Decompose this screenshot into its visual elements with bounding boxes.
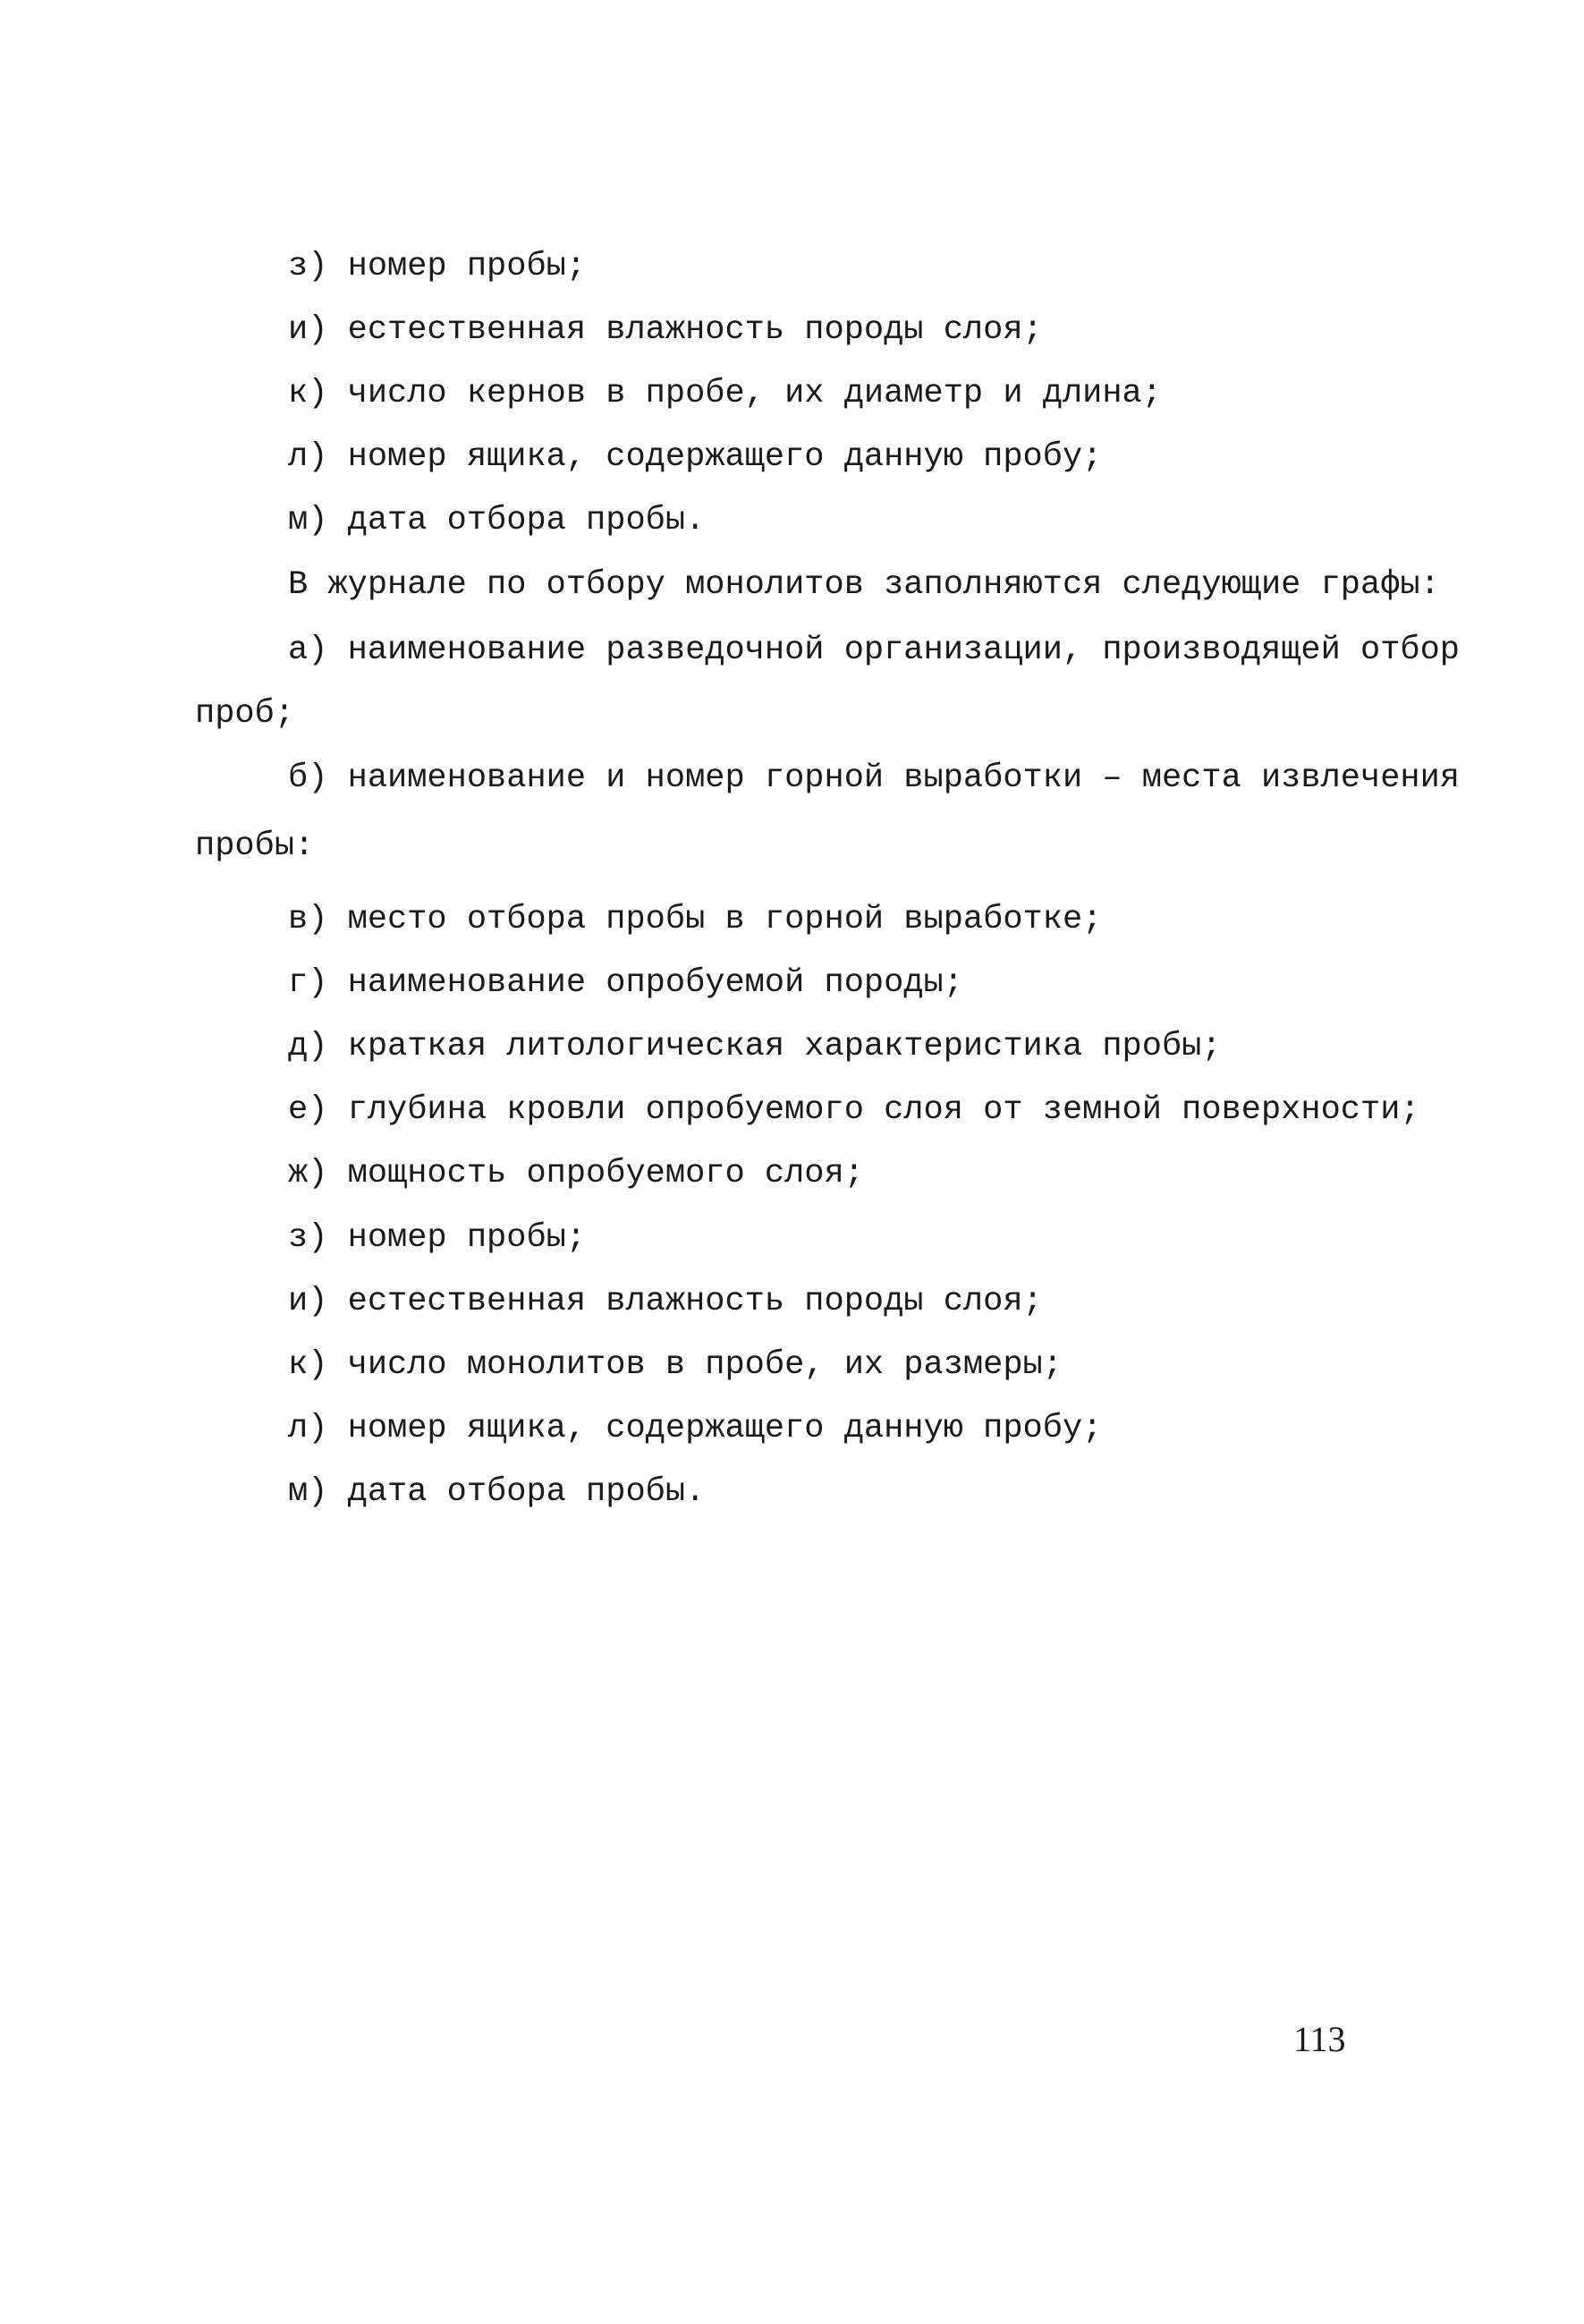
monolith-item-e: е) глубина кровли опробуемого слоя от земной поверхности;	[288, 1091, 1420, 1129]
core-item-i: и) естественная влажность породы слоя;	[288, 311, 1043, 349]
monolith-item-z: з) номер пробы;	[288, 1219, 587, 1257]
core-item-k: к) число кернов в пробе, их диаметр и длина;	[288, 375, 1162, 412]
monolith-item-g: г) наименование опробуемой породы;	[288, 964, 963, 1002]
core-item-l: л) номер ящика, содержащего данную пробу;	[288, 438, 1103, 476]
page-number: 113	[1293, 2019, 1346, 2059]
monolith-item-i: и) естественная влажность породы слоя;	[288, 1283, 1043, 1320]
monolith-item-d: д) краткая литологическая характеристика пробы;	[288, 1028, 1222, 1065]
monolith-item-b-line2: пробы:	[195, 827, 315, 865]
monolith-item-m: м) дата отбора пробы.	[288, 1473, 706, 1511]
monolith-item-a-line1: а) наименование разведочной организации, производящей отбор	[288, 632, 1461, 669]
monolith-intro: В журнале по отбору монолитов заполняются следующие графы:	[288, 566, 1440, 604]
monolith-item-zh: ж) мощность опробуемого слоя;	[288, 1155, 864, 1192]
monolith-item-b-line1: б) наименование и номер горной выработки – места извлечения	[288, 759, 1461, 797]
monolith-item-l: л) номер ящика, содержащего данную пробу;	[288, 1410, 1103, 1447]
core-item-z: з) номер пробы;	[288, 248, 587, 285]
monolith-item-k: к) число монолитов в пробе, их размеры;	[288, 1346, 1063, 1384]
monolith-item-v: в) место отбора пробы в горной выработке;	[288, 901, 1103, 938]
core-item-m: м) дата отбора пробы.	[288, 502, 706, 539]
monolith-item-a-line2: проб;	[195, 695, 295, 733]
